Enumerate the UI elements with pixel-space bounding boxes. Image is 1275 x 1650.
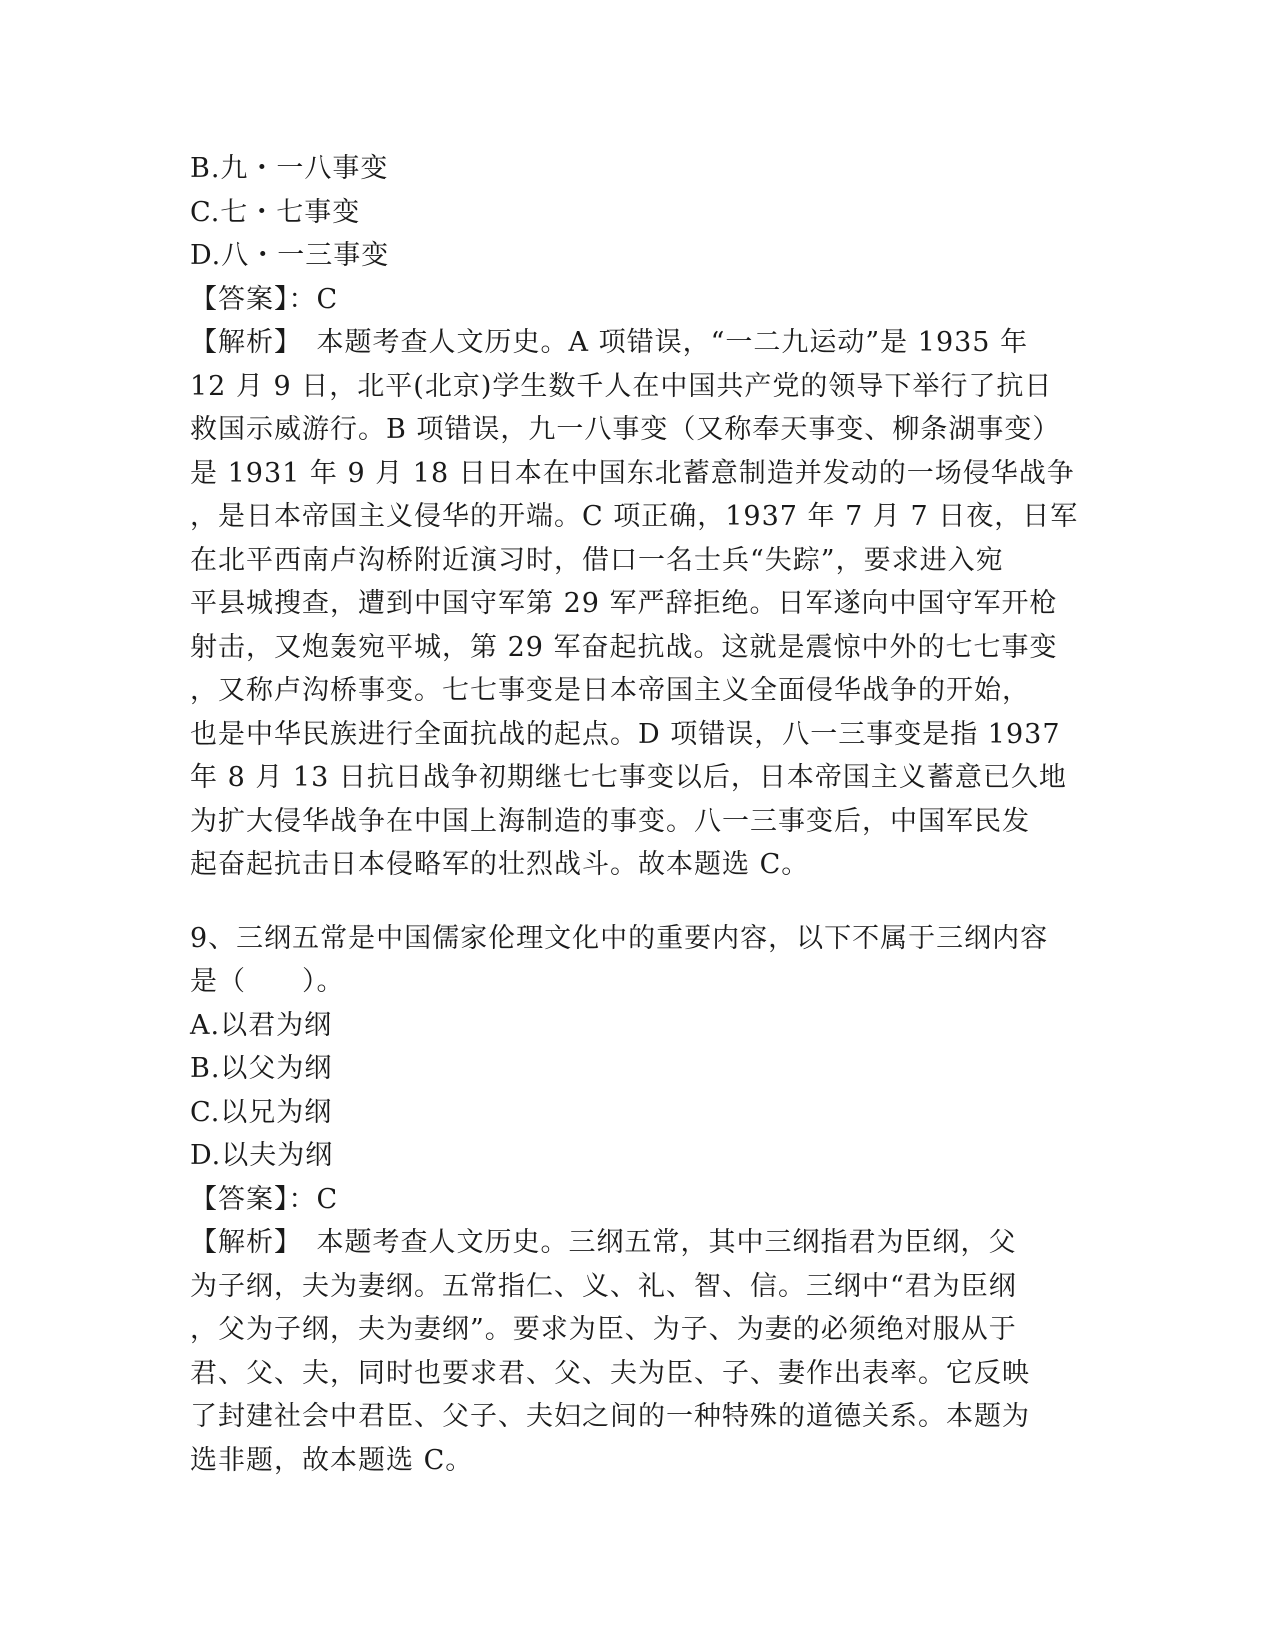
analysis-block (190, 321, 1085, 887)
analysis-line: 年 8 月 13 日抗日战争初期继七七事变以后，日本帝国主义蓄意已久地 (190, 762, 1067, 793)
analysis-block (190, 1221, 1085, 1482)
analysis-line: 射击，又炮轰宛平城，第 29 军奋起抗战。这就是震惊中外的七七事变 (190, 631, 1058, 663)
analysis-line: ，父为子纲，夫为妻纲”。要求为臣、为子、为妻的必须绝对服从于 (190, 1314, 1017, 1345)
analysis-line: 12 月 9 日，北平(北京)学生数千人在中国共产党的领导下举行了抗日 (190, 370, 1053, 402)
analysis-line: 为扩大侵华战争在中国上海制造的事变。八一三事变后，中国军民发 (190, 805, 1030, 837)
option-d: D.八・一三事变 (190, 240, 390, 271)
option-d: D.以夫为纲 (190, 1140, 334, 1171)
analysis-line: 是 1931 年 9 月 18 日日本在中国东北蓄意制造并发动的一场侵华战争 (190, 457, 1075, 489)
analysis-line: ，又称卢沟桥事变。七七事变是日本帝国主义全面侵华战争的开始， (190, 675, 1030, 706)
option-b: B.九・一八事变 (190, 153, 389, 184)
option-a: A.以君为纲 (190, 1009, 333, 1041)
question-text: 9、三纲五常是中国儒家伦理文化中的重要内容，以下不属于三纲内容 (190, 922, 1049, 954)
question-spacer (190, 887, 1085, 917)
option-b: B.以父为纲 (190, 1053, 333, 1084)
document-page (190, 147, 1085, 1482)
analysis-line: 平县城搜查，遭到中国守军第 29 军严辞拒绝。日军遂向中国守军开枪 (190, 588, 1058, 619)
analysis-line: 也是中华民族进行全面抗战的起点。D 项错误，八一三事变是指 1937 (190, 718, 1061, 750)
answer-line: 【答案】：C (190, 283, 339, 315)
analysis-line: 君、父、夫，同时也要求君、父、夫为臣、子、妻作出表率。它反映 (190, 1357, 1030, 1389)
analysis-line: 救国示威游行。B 项错误，九一八事变（又称奉天事变、柳条湖事变） (190, 414, 1061, 445)
question-9 (190, 917, 1085, 1483)
analysis-line: 为子纲，夫为妻纲。五常指仁、义、礼、智、信。三纲中“君为臣纲 (190, 1270, 1017, 1302)
option-c: C.七・七事变 (190, 196, 361, 228)
analysis-line: 【解析】 本题考查人文历史。三纲五常，其中三纲指君为臣纲，父 (190, 1227, 1017, 1258)
analysis-line: 在北平西南卢沟桥附近演习时，借口一名士兵“失踪”，要求进入宛 (190, 544, 1004, 576)
analysis-line: 起奋起抗击日本侵略军的壮烈战斗。故本题选 C。 (190, 849, 810, 880)
analysis-line: 选非题，故本题选 C。 (190, 1444, 474, 1476)
analysis-line: 【解析】 本题考查人文历史。A 项错误，“一二九运动”是 1935 年 (190, 327, 1029, 358)
analysis-line: 了封建社会中君臣、父子、夫妇之间的一种特殊的道德关系。本题为 (190, 1401, 1030, 1432)
question-text: 是（ ）。 (190, 966, 345, 997)
question-8-tail (190, 147, 1085, 887)
option-c: C.以兄为纲 (190, 1096, 333, 1128)
answer-line: 【答案】：C (190, 1183, 339, 1215)
analysis-line: ，是日本帝国主义侵华的开端。C 项正确，1937 年 7 月 7 日夜，日军 (190, 501, 1079, 532)
